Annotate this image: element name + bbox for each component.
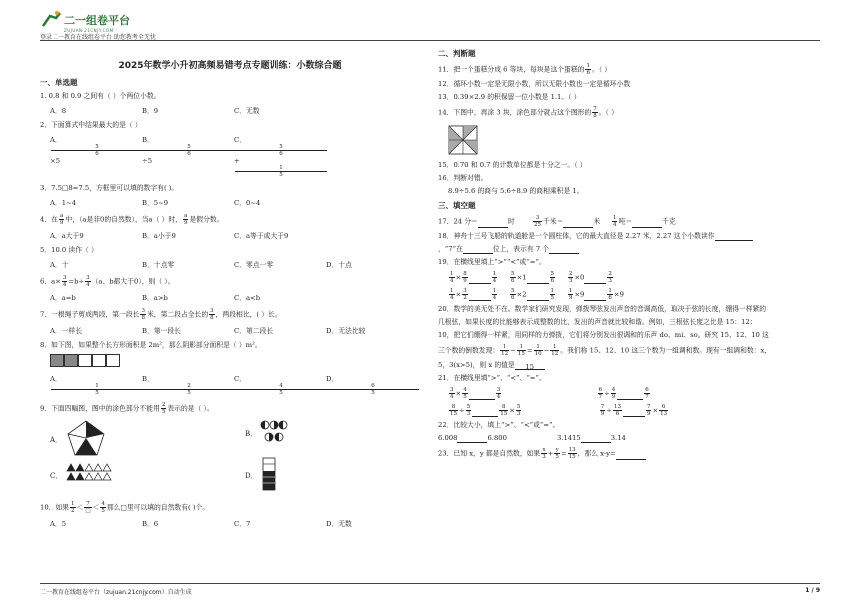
question-20-line4: 三个数的倒数发现： $\frac{1}{12}$ − $\frac{1}{15}$ = $\frac{1}{10}$ − $\frac{1}{12}$ 。我们称 15、12、10 这三个数为一组调和数。现有一组调和数：x，	[438, 344, 772, 357]
q4-options: A．a大于9 B．a小于9 C．a等于或大于9	[50, 232, 289, 240]
question-20-line5: 5，3(x>5)，则 x 的值是 15	[438, 361, 823, 370]
left-column	[40, 44, 420, 534]
question-5: 5．10.0 读作（ ）	[40, 246, 98, 254]
question-18: 18．神舟十三号飞船的轨道舱是一个圆柱体，它的最大直径是 2.27 米，2.27 这个小数读作	[438, 232, 823, 241]
logo-subtext: ZUJUAN.21CNJY.COM	[64, 28, 114, 33]
page-footer	[40, 583, 820, 596]
q2-options: A． $\frac{5}{6}$ ×5 B． $\frac{5}{6}$ ÷5 C． $\frac{5}{6}$ + $\frac{1}{5}$	[50, 134, 420, 178]
q8-options: A． $\frac{1}{5}$ B． $\frac{2}{5}$ C． $\frac{4}{5}$ D． $\frac{6}{5}$	[50, 373, 420, 396]
page-number: 1 / 9	[805, 587, 820, 594]
footer-text: 二一教育在线组卷平台（zujuan.21cnjy.com）自动生成	[40, 589, 192, 596]
question-2: 2．下面算式中结果最大的是（ ）	[40, 121, 142, 129]
right-column	[438, 44, 823, 464]
pentagon-figure	[66, 419, 106, 457]
logo	[40, 10, 130, 30]
question-12: 12．循环小数一定是无限小数，所以无限小数也一定是循环小数	[438, 80, 631, 88]
question-7: 7．一根绳子剪成两段，第一段长 $\frac{3}{8}$ 米，第二段占全长的 $\frac{3}{8}$ ，两段相比，( ）长。	[40, 308, 282, 321]
q22-row: 6.008 6.800 3.1415 3.14	[438, 434, 626, 442]
question-10: 10．如果 $\frac{1}{2}$ ＜ 7 □ ＜ $\frac{4}{5}$ 那么□里可以填的自然数有( )个。	[40, 501, 210, 514]
logo-runner-icon	[40, 10, 62, 30]
question-15: 15．0.70 和 0.7 的计数单位都是十分之一。（ ）	[438, 161, 587, 169]
question-19: 19．在横线里填上“>”“<”或“=”。	[438, 258, 546, 266]
triangles-figure	[66, 463, 116, 481]
header-slogan: 登录二一教育在线组卷平台 助您教考全无忧	[40, 34, 156, 41]
question-8: 8．如下图，如果整个长方形面积是 2m²，那么阴影部分面积是（ ）m²。	[40, 341, 262, 349]
section-single-choice: 一、单选题	[40, 78, 78, 87]
question-13: 13．0.39×2.9 的积保留一位小数是 1.1。（ ）	[438, 93, 581, 101]
q9-figures: A． B． C． D．	[50, 419, 420, 501]
question-23: 23．已知 x，y 都是自然数，如果 $\frac{x}{3}$ + $\frac{y}{5}$ = $\frac{13}{15}$ ，那么 x-y=	[438, 447, 823, 460]
q14-square-figure	[448, 125, 478, 155]
bar-figure	[262, 457, 276, 491]
q1-options: A．8 B．9 C．无数	[50, 107, 260, 115]
q7-options: A．一样长 B．第一段长 C．第二段长 D．无法比较	[50, 327, 366, 335]
question-18-cont: ，“7”在 位上，表示有 7 个	[438, 245, 823, 254]
q3-options: A．1~4 B．5~9 C．0~4	[50, 199, 261, 207]
question-16: 16．判断对错。	[438, 174, 488, 182]
question-20-line3: 10，把它们绷得一样紧，用同样的力弹拨，它们将分别发出很调和的乐声 do、mi、so。研究 15、12、10 这	[438, 331, 769, 339]
q19-row-2: $\frac{1}{4}$ × $\frac{3}{2}$ $\frac{1}{4}$ $\frac{5}{6}$ ×2 $\frac{1}{5}$ $\frac{1}{9}$ ×9 $\frac{1}{6}$ ×9	[450, 288, 624, 301]
question-17: 17．24 分＝ 时 $\frac{3}{25}$ 千米＝ 米 $\frac{1}{4}$ 吨＝ 千克	[438, 215, 676, 228]
question-21: 21．在横线里填“>”、“<”、“=”。	[438, 374, 546, 382]
question-22: 22．比较大小，填上“>”、“<”或“=”。	[438, 421, 560, 429]
q21-row-1: $\frac{3}{4}$ × $\frac{4}{5}$ $\frac{3}{4}$ $\frac{6}{7}$ ÷ $\frac{4}{9}$ $\frac{6}{7}$	[450, 387, 649, 400]
logo-text: 二一组卷平台	[64, 14, 130, 27]
question-4: 4．在 $\frac{a}{9}$ 中，（a是非0的自然数），当a（ ）时， $\frac{a}{9}$ 是假分数。	[40, 213, 224, 226]
question-14: 14．下图中，再涂 3 块，涂色部分就占这个图形的 $\frac{7}{8}$ 。（ ）	[438, 106, 618, 119]
question-6: 6．a× $\frac{3}{4}$ =b÷ $\frac{3}{4}$ （a、b都大于0），则（ ）。	[40, 275, 175, 288]
question-1: 1. 0.8 和 0.9 之间有（ ）个两位小数。	[40, 92, 161, 100]
section-fill-in: 三、填空题	[438, 201, 476, 210]
question-9: 9．下面四幅图，图中的涂色部分不能用 $\frac{2}{5}$ 表示的是（ ）。	[40, 402, 214, 415]
question-3: 3．7.5□8=7.5，方框里可以填的数字有( )。	[40, 184, 179, 192]
question-11: 11．把一个蛋糕分成 6 等块，每块是这个蛋糕的 $\frac{1}{6}$ 。（ ）	[438, 63, 612, 76]
q10-options: A．5 B．6 C．7 D．无数	[50, 520, 352, 528]
section-true-false: 二、判断题	[438, 49, 476, 58]
circles-figure	[260, 419, 292, 445]
q8-rectangle-figure	[50, 354, 420, 367]
page-title: 2025年数学小升初高频易错考点专题训练：小数综合题	[118, 61, 342, 71]
question-16-statement: 8.9÷5.6 的商与 5.6÷8.9 的商相乘积是 1。	[448, 187, 584, 195]
q6-options: A．a=b B．a>b C．a<b	[50, 294, 261, 302]
question-20: 20．数学的美无处不在。数学家们研究发现，弹拨琴弦发出声音的音调高低，取决于弦的长度，绷得一样紧的	[438, 305, 767, 313]
question-20-line2: 几根弦，如果长度的比能够表示成整数的比，发出的声音就比较和谐。例如，三根弦长度之比是 15：12：	[438, 318, 757, 326]
page-header	[40, 8, 820, 44]
q19-row-1: $\frac{1}{4}$ × $\frac{8}{9}$ $\frac{1}{4}$ $\frac{5}{6}$ ×1 $\frac{5}{6}$ $\frac{2}{3}$ ×0 $\frac{2}{3}$	[450, 271, 612, 284]
q5-options: A．十 B．十点零 C．零点一零 D．十点	[50, 261, 352, 269]
q21-row-2: $\frac{8}{15}$ ÷ $\frac{5}{3}$ $\frac{8}{15}$ × $\frac{5}{3}$ $\frac{7}{9}$ ÷ $\frac{13}{6}$ $\frac{7}{9}$ × $\frac{6}{13}$	[450, 404, 668, 417]
